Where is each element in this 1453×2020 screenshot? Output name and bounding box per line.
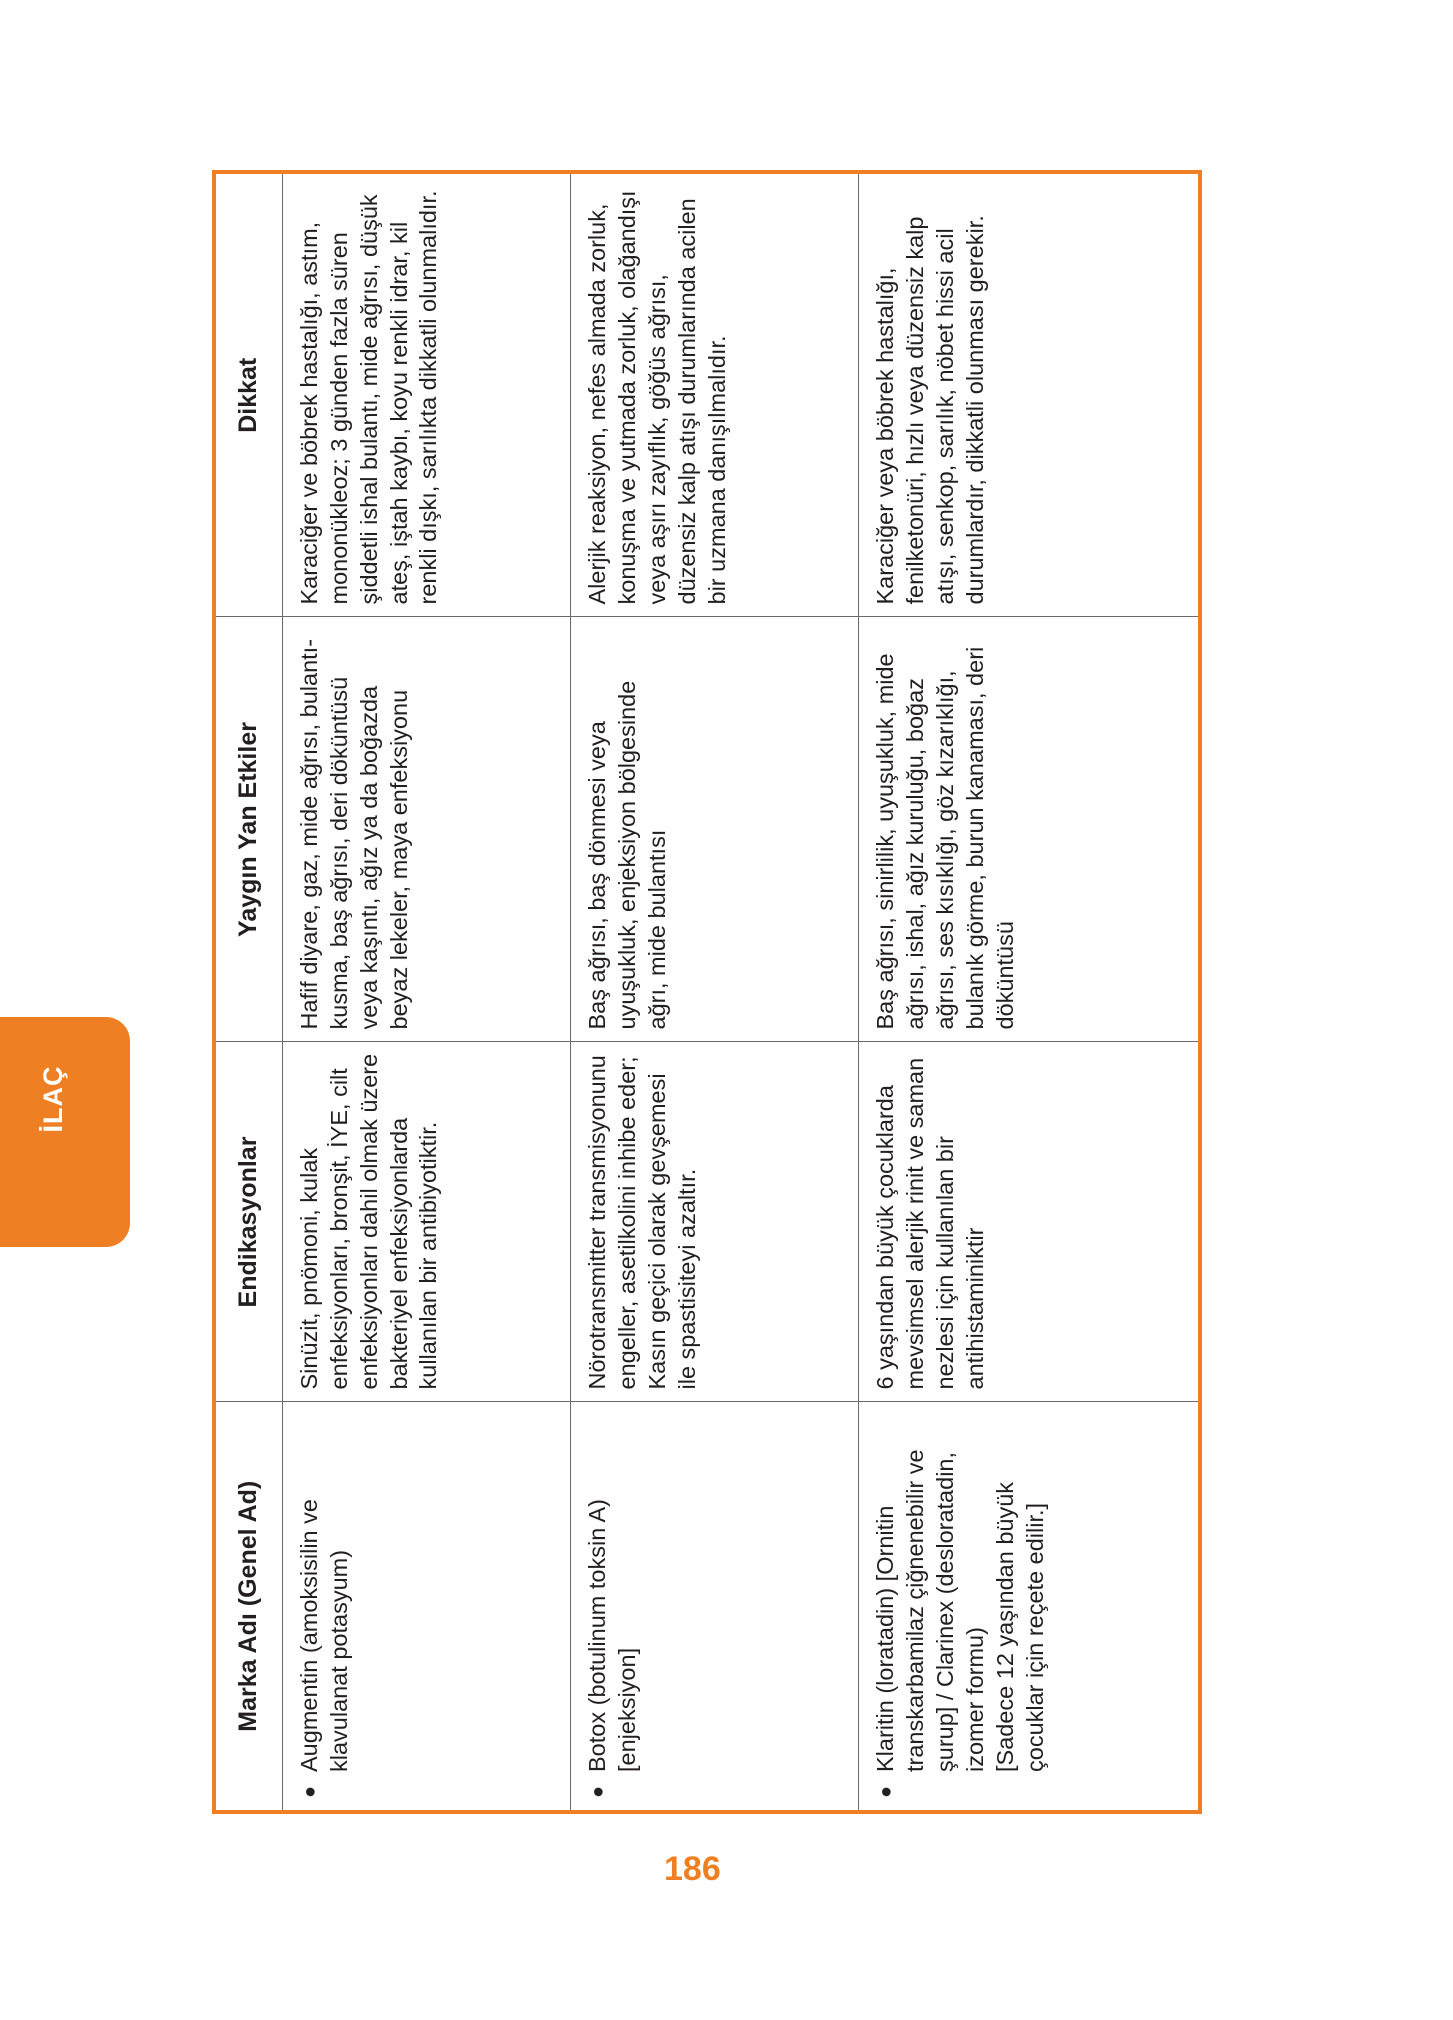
header-side-effects: Yaygın Yan Etkiler [214, 617, 283, 1042]
bullet-icon: ● [587, 1785, 610, 1798]
side-effects-cell: Baş ağrısı, sinirlilik, uyuşukluk, mide ağrısı, ishal, ağız kuruluğu, boğaz ağrısı, ses kısıklığı, göz kızarıklığı, bulanık görme, burun kanaması, deri döküntüsü [859, 617, 1200, 1042]
header-indications: Endikasyonlar [214, 1042, 283, 1402]
brand-name: Klaritin (loratadin) [Ornitin transkarbamilaz çiğnenebilir ve şurup] / Clarinex (desloratadin, izomer formu) [872, 1449, 988, 1772]
caution-cell: Alerjik reaksiyon, nefes almada zorluk, konuşma ve yutmada zorluk, olağandışı veya aşırı zayıflık, göğüs ağrısı, düzensiz kalp atışı durumlarında acilen bir uzmana danışılmalıdır. [571, 172, 859, 617]
page-number: 186 [664, 1850, 721, 1888]
section-tab [0, 1017, 130, 1247]
caution-cell: Karaciğer ve böbrek hastalığı, astım, mononükleoz; 3 günden fazla süren şiddetli ishal bulantı, mide ağrısı, düşük ateş, iştah kaybı, koyu renkli idrar, kil renkli dışkı, sarılıkta dikkatli olunmalıdır. [283, 172, 571, 617]
bullet-icon: ● [299, 1785, 321, 1798]
brand-cell [571, 1402, 859, 1812]
drug-table [212, 170, 1202, 1814]
brand-name: Botox (botulinum toksin A) [enjeksiyon] [584, 1499, 640, 1772]
header-brand: Marka Adı (Genel Ad) [214, 1402, 283, 1812]
brand-note: [Sadece 12 yaşından büyük çocuklar için reçete edilir.] [991, 1481, 1048, 1772]
side-effects-cell: Hafif diyare, gaz, mide ağrısı, bulantı-kusma, baş ağrısı, deri döküntüsü veya kaşıntı, ağız ya da boğazda beyaz lekeler, maya enfeksiyonu [283, 617, 571, 1042]
table-header-row [214, 172, 283, 1812]
brand-cell [859, 1402, 1200, 1812]
bullet-icon: ● [875, 1785, 898, 1798]
side-effects-cell: Baş ağrısı, baş dönmesi veya uyuşukluk, enjeksiyon bölgesinde ağrı, mide bulantısı [571, 617, 859, 1042]
rotated-table-container [212, 174, 1202, 1814]
brand-cell [283, 1402, 571, 1812]
table-row [859, 172, 1200, 1812]
indications-cell: 6 yaşından büyük çocuklarda mevsimsel alerjik rinit ve saman nezlesi için kullanılan bir antihistaminiktir [859, 1042, 1200, 1402]
header-caution: Dikkat [214, 172, 283, 617]
indications-cell: Nörotransmitter transmisyonunu engeller, asetilkolini inhibe eder; Kasın geçici olarak gevşemesi ile spastisiteyi azaltır. [571, 1042, 859, 1402]
caution-cell: Karaciğer veya böbrek hastalığı, fenilketonüri, hızlı veya düzensiz kalp atışı, senkop, sarılık, nöbet hissi acil durumlardır, dikkatli olunması gerekir. [859, 172, 1200, 617]
indications-cell: Sinüzit, pnömoni, kulak enfeksiyonları, bronşit, İYE, cilt enfeksiyonları dahil olmak üzere bakteriyel enfeksiyonlarda kullanılan bir antibiyotiktir. [283, 1042, 571, 1402]
section-tab-label: İLAÇ [38, 1065, 68, 1133]
table-row [283, 172, 571, 1812]
brand-name: Augmentin (amoksisilin ve klavulanat potasyum) [296, 1499, 352, 1772]
table-row [571, 172, 859, 1812]
